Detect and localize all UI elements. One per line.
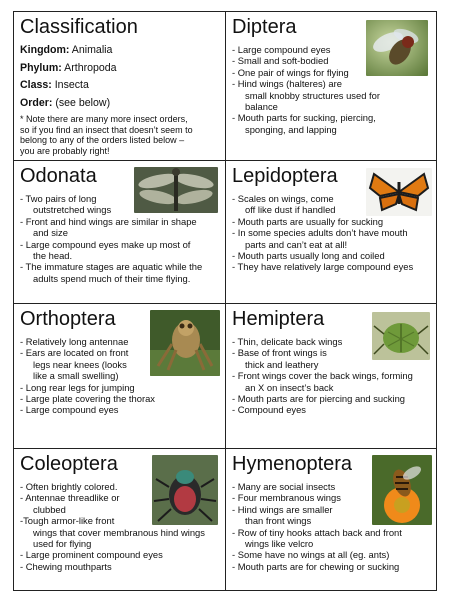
odonata-panel [14, 161, 226, 304]
coleoptera-panel [14, 449, 226, 590]
diptera-facts: - Large compound eyes - Small and soft-bodied - One pair of wings for flying - Hind wings (halteres) are small knobby structures used for balance - Mouth parts for sucking, piercing, sponging, and lapping [232, 44, 380, 135]
diptera-title: Diptera [232, 16, 297, 38]
hemiptera-title: Hemiptera [232, 308, 325, 330]
hymenoptera-facts: - Many are social insects - Four membranous wings - Hind wings are smaller than front wings - Row of tiny hooks attach back and front wings like velcro - Some have no wings at all (eg. ants) - Mouth parts are for chewing or sucking [232, 481, 402, 572]
hymenoptera-panel [226, 449, 436, 590]
lepidoptera-title: Lepidoptera [232, 165, 338, 187]
class-row: Class: Insecta [20, 79, 89, 91]
hymenoptera-title: Hymenoptera [232, 453, 353, 475]
classification-title: Classification [20, 16, 138, 38]
classification-note: * Note there are many more insect orders, so if you find an insect that doesn’t seem to belong to any of the orders listed below – you are probably right! [20, 114, 193, 156]
orthoptera-panel [14, 304, 226, 449]
diptera-panel [226, 12, 436, 161]
classification-panel [14, 12, 226, 161]
classification-body [20, 42, 221, 156]
orthoptera-title: Orthoptera [20, 308, 116, 330]
odonata-title: Odonata [20, 165, 97, 187]
odonata-facts: - Two pairs of long outstretched wings - Front and hind wings are similar in shape and size - Large compound eyes make up most of the head. - The immature stages are aquatic while the adults spend much of their time flying. [20, 193, 203, 284]
phylum-row: Phylum: Arthropoda [20, 61, 117, 74]
lepidoptera-facts: - Scales on wings, come off like dust if handled - Mouth parts are usually for sucking - In some species adults don’t have mouth parts and can’t eat at all! - Mouth parts usually long and coiled - They have relatively large compound eyes [232, 193, 414, 273]
insect-orders-sheet [13, 11, 437, 591]
coleoptera-title: Coleoptera [20, 453, 118, 475]
hemiptera-panel [226, 304, 436, 449]
kingdom-row: Kingdom: Animalia [20, 44, 113, 56]
order-row: Order: (see below) [20, 96, 111, 109]
lepidoptera-panel [226, 161, 436, 304]
orthoptera-facts: - Relatively long antennae - Ears are located on front legs near knees (looks like a small swelling) - Long rear legs for jumping - Large plate covering the thorax - Large compound eyes [20, 336, 155, 416]
hemiptera-facts: - Thin, delicate back wings - Base of front wings is thick and leathery - Front wings cover the back wings, forming an X on insect’s back - Mouth parts are for piercing and sucking - Compound eyes [232, 336, 413, 416]
coleoptera-facts: - Often brightly colored. - Antennae threadlike or clubbed -Tough armor-like front wings that cover membranous hind wings used for flying - Large prominent compound eyes - Chewing mouthparts [20, 481, 205, 572]
